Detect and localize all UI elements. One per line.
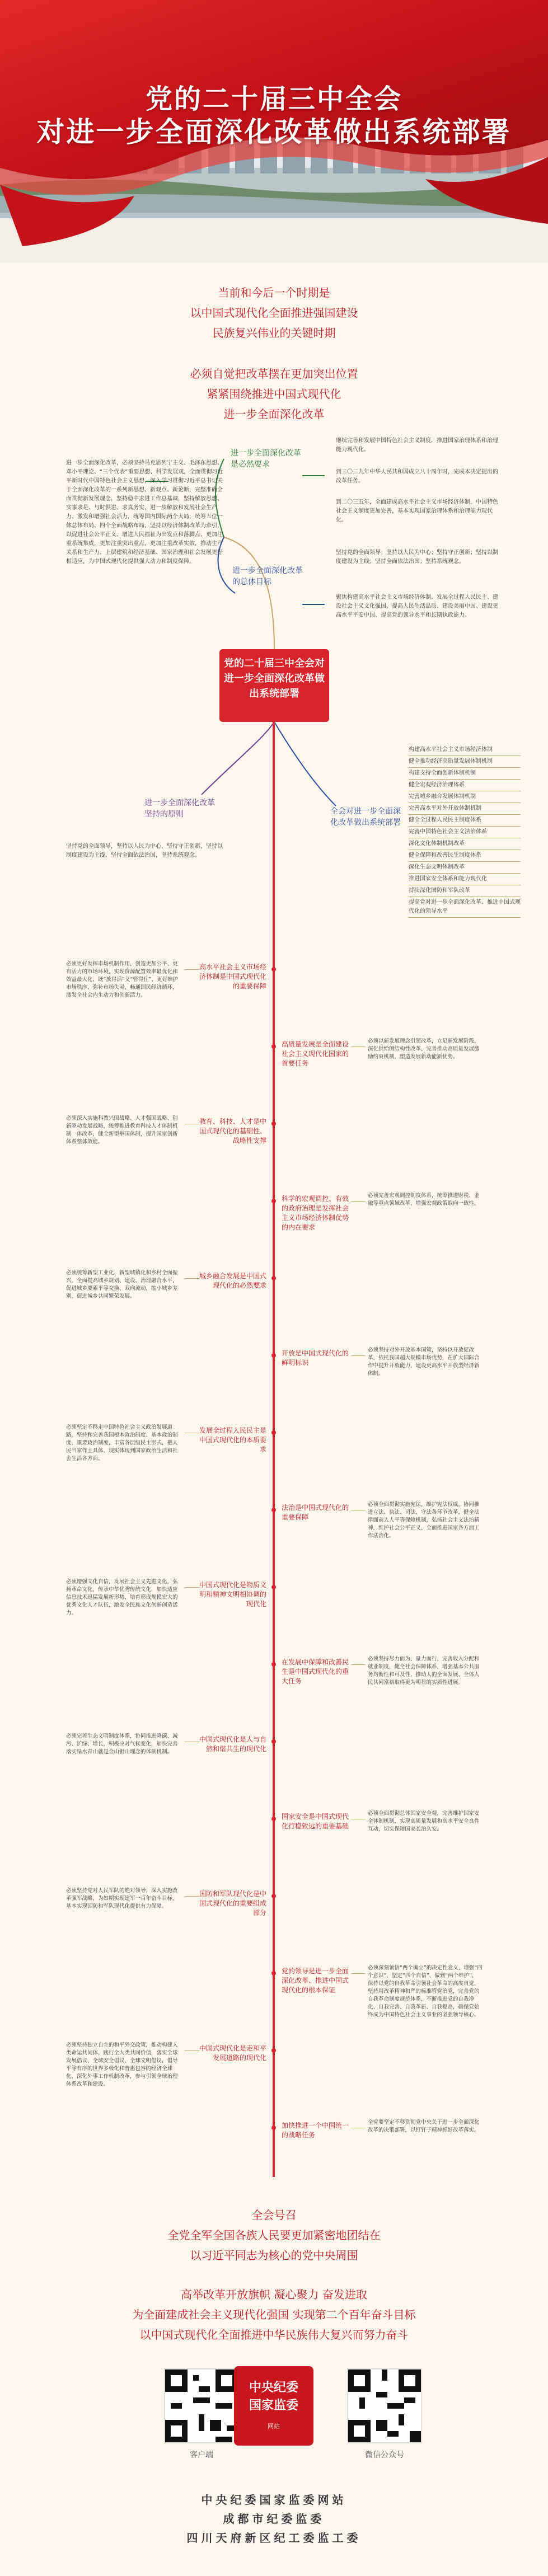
spine-node-label: 高质量发展是全面建设社会主义现代化国家的首要任务 xyxy=(282,1040,349,1067)
qr-pattern-icon xyxy=(348,2369,421,2442)
closing-line: 为全面建成社会主义现代化强国 实现第二个百年奋斗目标 xyxy=(132,2308,416,2321)
spine-node-label: 加快推进一个中国统一的战略任务 xyxy=(282,2122,349,2139)
branch-principles: 进一步全面深化改革坚持的原则 xyxy=(144,799,215,819)
spine-dot xyxy=(271,2125,276,2130)
spine-node-label: 中国式现代化是走和平发展道路的现代化 xyxy=(199,2044,267,2062)
spine-node-label: 科学的宏观调控、有效的政府治理是发挥社会主义市场经济体制优势的内在要求 xyxy=(282,1195,349,1231)
spine-connector xyxy=(351,1201,366,1202)
org-line: 成都市纪委监委 xyxy=(223,2512,325,2526)
main-title-line1: 党的二十届三中全会 xyxy=(145,83,402,115)
deployment-item: 完善城乡融合发展体制机制 xyxy=(409,791,521,803)
closing-line: 全会号召 xyxy=(251,2208,297,2222)
intro-line: 以中国式现代化全面推进强国建设 xyxy=(190,306,358,320)
spine-connector xyxy=(185,1278,199,1279)
spine-dot xyxy=(271,2048,276,2053)
spine-dot xyxy=(271,1353,276,1358)
timeline-spine xyxy=(273,722,275,2177)
deployment-item: 提高党对进一步全面深化改革、推进中国式现代化的领导水平 xyxy=(409,897,521,918)
deployment-item: 健全保障和改善民生制度体系 xyxy=(409,850,521,862)
spine-leaf-text: 全党要坚定不移贯彻党中央关于进一步全面深化改革的决策部署，以钉钉子精神抓好改革落实。 xyxy=(368,2119,480,2133)
closing-group1 xyxy=(0,2205,548,2265)
spine-dot xyxy=(271,1817,276,1821)
intro-line: 进一步全面深化改革 xyxy=(223,407,325,421)
spine-leaf-text: 必须深入实施科教兴国战略、人才强国战略、创新驱动发展战略，统筹推进教育科技人才体制机制一体改革，健全新型举国体制，提升国家创新体系整体效能。 xyxy=(66,1115,178,1145)
spine-node-label: 开放是中国式现代化的鲜明标识 xyxy=(282,1349,349,1367)
branch-overall: 进一步全面深化改革的总体目标 xyxy=(232,566,303,586)
significance-text: 进一步全面深化改革，必须坚持马克思列宁主义、毛泽东思想、邓小平理论、“三个代表”重要思想、科学发展观，全面贯彻习近平新时代中国特色社会主义思想，深入学习贯彻习近平总书记关于全面深化改革的一系列新思想、新观点、新论断，完整准确全面贯彻新发展理念，坚持稳中求进工作总基调，坚持解放思想、实事求是、与时俱进、求真务实，进一步解放和发展社会生产力、激发和增强社会活力，统筹国内国际两个大局，统筹五位一体总体布局、四个全面战略布局，坚持以经济体制改革为牵引，以促进社会公平正义、增进人民福祉为出发点和落脚点，更加注重系统集成，更加注重突出重点，更加注重改革实效，推动生产关系和生产力、上层建筑和经济基础、国家治理和社会发展更好相适应，为中国式现代化提供强大动力和制度保障。 xyxy=(66,460,223,565)
spine-dot xyxy=(271,967,276,972)
spine-leaf-text: 必须深刻领悟“两个确立”的决定性意义，增强“四个意识”、坚定“四个自信”、做到“两个维护”，保持以党的自我革命引领社会革命的高度自觉，坚持用改革精神和严的标准管党治党，完善党的自我革命制度规范体系，不断推进党的自我净化、自我完善、自我革新、自我提高，确保党始终成为中国特色社会主义事业的坚强领导核心。 xyxy=(368,1965,483,2018)
deployment-item: 健全推动经济高质量发展体制机制 xyxy=(409,756,521,768)
spine-leaf-text: 必须更好发挥市场机制作用，创造更加公平、更有活力的市场环境，实现资源配置效率最优化和效益最大化，既“放得活”又“管得住”，更好维护市场秩序、弥补市场失灵，畅通国民经济循环，激发全社会内生动力和创新活力。 xyxy=(66,961,179,998)
spine-dot xyxy=(271,1122,276,1126)
right-item-2: 到二〇二九年中华人民共和国成立八十周年时，完成本决定提出的改革任务。 xyxy=(336,469,498,484)
spine-leaf-text: 必须坚定不移走中国特色社会主义政治发展道路，坚持和完善我国根本政治制度、基本政治制度、重要政治制度，丰富各层级民主形式，把人民当家作主具体、现实体现到国家政治生活和社会生活各方面。 xyxy=(66,1424,178,1462)
deployment-item: 完善中国特色社会主义法治体系 xyxy=(409,827,521,838)
spine-connector xyxy=(185,1587,199,1588)
spine-leaf-text: 必须坚持对外开放基本国策，坚持以开放促改革，依托我国超大规模市场优势，在扩大国际合作中提升开放能力，建设更高水平开放型经济新体制。 xyxy=(368,1347,480,1377)
closing-line: 以中国式现代化全面推进中华民族伟大复兴而努力奋斗 xyxy=(139,2328,409,2342)
spine-connector xyxy=(185,1896,199,1897)
branch-necessity: 进一步全面深化改革是必然要求 xyxy=(231,449,301,469)
spine-node-label: 国家安全是中国式现代化行稳致远的重要基础 xyxy=(282,1813,349,1830)
spine-node-label: 高水平社会主义市场经济体制是中国式现代化的重要保障 xyxy=(199,963,267,990)
deployment-item: 持续深化国防和军队改革 xyxy=(409,885,521,897)
logo xyxy=(234,2366,313,2446)
spine-leaf-text: 必须完善生态文明制度体系，协同推进降碳、减污、扩绿、增长，积极应对气候变化，加快完善落实绿水青山就是金山银山理念的体制机制。 xyxy=(66,1733,178,1755)
org-list xyxy=(0,2490,548,2547)
spine-leaf-text: 必须以新发展理念引领改革，立足新发展阶段，深化供给侧结构性改革，完善推动高质量发展激励约束机制，塑造发展新动能新优势。 xyxy=(368,1038,480,1060)
qr-code-client[interactable] xyxy=(164,2368,239,2443)
spine-leaf-text: 必须统筹新型工业化、新型城镇化和乡村全面振兴，全面提高城乡规划、建设、治理融合水平，促进城乡要素平等交换、双向流动，缩小城乡差别，促进城乡共同繁荣发展。 xyxy=(66,1270,178,1299)
spine-node-label: 法治是中国式现代化的重要保障 xyxy=(282,1504,349,1521)
deployment-item: 构建高水平社会主义市场经济体制 xyxy=(409,744,521,756)
spine-connector xyxy=(185,969,199,970)
spine-dot xyxy=(271,1276,276,1280)
spine-leaf-text: 必须全面贯彻实施宪法，维护宪法权威，协同推进立法、执法、司法、守法各环节改革，健全法律面前人人平等保障机制，弘扬社会主义法治精神，维护社会公平正义，全面推进国家各方面工作法治化。 xyxy=(368,1502,480,1539)
spine-dot xyxy=(271,1044,276,1049)
deployment-item: 推进国家安全体系和能力现代化 xyxy=(409,874,521,885)
spine-node-label: 中国式现代化是人与自然和谐共生的现代化 xyxy=(199,1735,267,1753)
spine-leaf-text: 必须坚持党对人民军队的绝对领导，深入实施改革强军战略，为如期实现建军一百年奋斗目标、基本实现国防和军队现代化提供有力保障。 xyxy=(66,1888,178,1909)
deployment-item: 完善高水平对外开放体制机制 xyxy=(409,803,521,815)
spine-dot xyxy=(271,1894,276,1898)
spine-node-label: 在发展中保障和改善民生是中国式现代化的重大任务 xyxy=(282,1658,349,1685)
spine-leaf-text: 必须完善宏观调控制度体系，统筹推进财税、金融等重点领域改革，增强宏观政策取向一致性。 xyxy=(368,1193,480,1207)
right-item-3: 到二〇三五年，全面建成高水平社会主义市场经济体制，中国特色社会主义制度更加完善，基本实现国家治理体系和治理能力现代化。 xyxy=(336,499,498,523)
right-item-1: 继续完善和发展中国特色社会主义制度，推进国家治理体系和治理能力现代化。 xyxy=(336,438,498,453)
qr-caption-client: 客户端 xyxy=(190,2451,213,2460)
logo-line2: 国家监委 xyxy=(249,2398,298,2413)
spine-connector xyxy=(351,1355,366,1356)
logo-line1: 中央纪委 xyxy=(249,2380,298,2395)
spine-dot xyxy=(271,1662,276,1667)
spine-dot xyxy=(271,1971,276,1976)
deployment-item: 深化文化体制机制改革 xyxy=(409,838,521,850)
spine-leaf-text: 必须坚持独立自主的和平外交政策，推动构建人类命运共同体，践行全人类共同价值，落实全球发展倡议、全球安全倡议、全球文明倡议，倡导平等有序的世界多极化和普惠包容的经济全球化，深化外事工作机制改革，参与引领全球治理体系改革和建设。 xyxy=(66,2042,178,2087)
org-line: 中央纪委国家监委网站 xyxy=(201,2493,347,2507)
branch-deployment: 全会对进一步全面深化改革做出系统部署 xyxy=(330,807,401,827)
spine-leaf-text: 必须全面贯彻总体国家安全观，完善维护国家安全体制机制，实现高质量发展和高水平安全良性互动，切实保障国家长治久安。 xyxy=(368,1810,480,1832)
spine-dot xyxy=(271,1508,276,1512)
qr-pattern-icon xyxy=(165,2369,238,2442)
intro-line: 必须自觉把改革摆在更加突出位置 xyxy=(190,367,358,381)
intro-line: 紧紧围绕推进中国式现代化 xyxy=(207,387,341,401)
deployment-item: 健全宏观经济治理体系 xyxy=(409,780,521,791)
closing-line: 高举改革开放旗帜 凝心聚力 奋发进取 xyxy=(181,2288,367,2301)
intro-line: 民族复兴伟业的关键时期 xyxy=(212,326,336,340)
spine-node-label: 城乡融合发展是中国式现代化的必然要求 xyxy=(199,1272,267,1289)
spine-node-label: 国防和军队现代化是中国式现代化的重要组成部分 xyxy=(199,1890,267,1917)
principles-text: 坚持党的全面领导，坚持以人民为中心，坚持守正创新，坚持以制度建设为主线，坚持全面依法治国，坚持系统观念。 xyxy=(66,843,223,858)
spine-leaf-text: 必须增强文化自信，发展社会主义先进文化，弘扬革命文化，传承中华优秀传统文化，加快适应信息技术迅猛发展新形势，培育形成规模宏大的优秀文化人才队伍，激发全民族文化创新创造活力。 xyxy=(66,1579,178,1616)
spine-leaf-text: 必须坚持尽力而为、量力而行，完善收入分配和就业制度，健全社会保障体系，增强基本公共服务均衡性和可及性，推动人的全面发展、全体人民共同富裕取得更为明显的实质性进展。 xyxy=(368,1656,480,1686)
spine-node-label: 发展全过程人民民主是中国式现代化的本质要求 xyxy=(199,1427,267,1453)
closing-group2 xyxy=(0,2284,548,2345)
closing-line: 以习近平同志为核心的党中央周围 xyxy=(190,2249,358,2262)
spine-dot xyxy=(271,1199,276,1203)
qr-caption-wechat: 微信公众号 xyxy=(365,2451,404,2460)
main-title-line2: 对进一步全面深化改革做出系统部署 xyxy=(36,115,512,148)
spine-dot xyxy=(271,1585,276,1589)
deployment-item: 健全全过程人民民主制度体系 xyxy=(409,815,521,827)
spine-node-label: 党的领导是进一步全面深化改革、推进中国式现代化的根本保证 xyxy=(282,1967,349,1994)
spine-dot xyxy=(271,1430,276,1435)
deployment-list xyxy=(409,744,521,918)
central-node: 党的二十届三中全会对进一步全面深化改革做出系统部署 xyxy=(219,649,329,722)
spine-dot xyxy=(271,1739,276,1744)
logo-sub: 网站 xyxy=(268,2423,280,2430)
spine-connector xyxy=(351,1664,366,1665)
qr-code-wechat[interactable] xyxy=(347,2368,422,2443)
spine-node-label: 中国式现代化是物质文明和精神文明相协调的现代化 xyxy=(199,1581,267,1608)
deployment-item: 构建支持全面创新体制机制 xyxy=(409,768,521,780)
spine-node-label: 教育、科技、人才是中国式现代化的基础性、战略性支撑 xyxy=(199,1118,267,1144)
spine-connector xyxy=(351,1973,366,1974)
right-item-5: 聚焦构建高水平社会主义市场经济体制、发展全过程人民民主、建设社会主义文化强国、提高人民生活品质、建设美丽中国、建设更高水平平安中国、提高党的领导水平和长期执政能力。 xyxy=(336,594,498,618)
right-item-4: 坚持党的全面领导；坚持以人民为中心；坚持守正创新；坚持以制度建设为主线；坚持全面依法治国；坚持系统观念。 xyxy=(336,550,498,565)
org-line: 四川天府新区纪工委监工委 xyxy=(186,2531,362,2545)
intro-line: 当前和今后一个时期是 xyxy=(218,286,330,299)
deployment-item: 深化生态文明体制改革 xyxy=(409,862,521,874)
closing-line: 全党全军全国各族人民要更加紧密地团结在 xyxy=(167,2228,381,2242)
